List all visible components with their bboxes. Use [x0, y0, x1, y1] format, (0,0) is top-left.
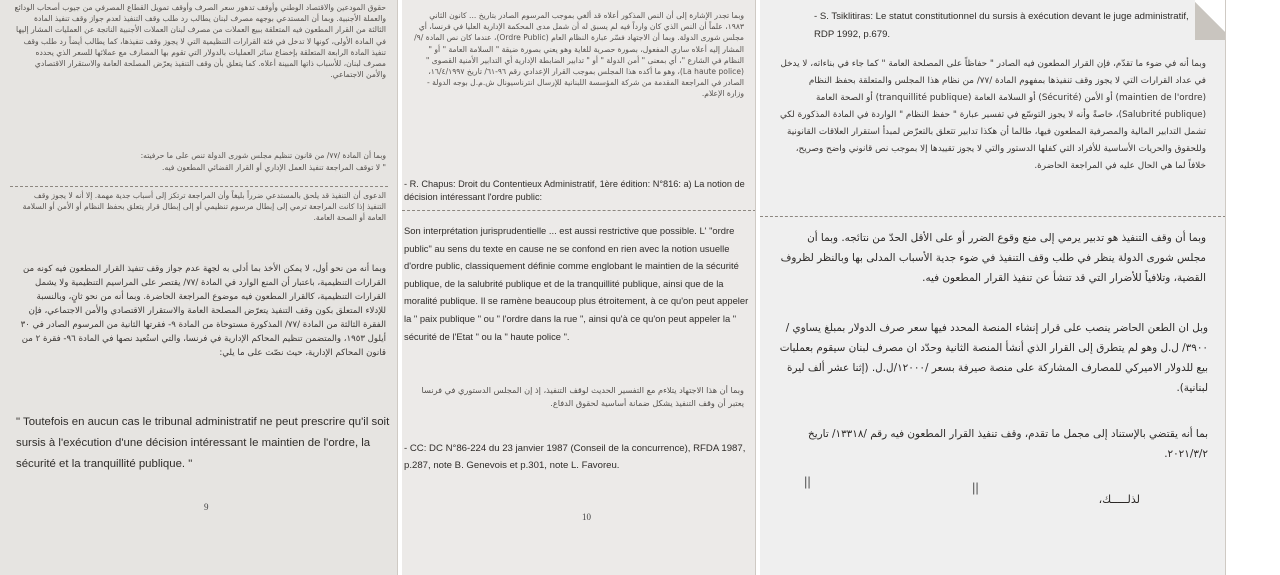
margin-mark: ||	[804, 474, 811, 489]
page10-citation-chapus: - R. Chapus: Droit du Contentieux Administratif, 1ère édition: N°816: a) La notion de décision intéressant l'ordre public:	[404, 179, 745, 202]
page9-arabic-middle-paragraph: الدعوى أن التنفيذ قد يلحق بالمستدعي ضرراً بليغاً وأن المراجعة ترتكز إلى أسباب جدية مهمة. إلا أنه لا يجوز وقف التنفيذ إذا كانت المراجعة ترمي إلى إبطال مرسوم تنظيمي أو إلى إبطال قرار يتعلق بحفظ النظام أو الأمن أو السلامة العامة أو الصحة العامة.	[22, 191, 386, 223]
page10-arabic-top-paragraph: وبما تجدر الإشارة إلى أن النص المذكور أعلاه قد ألغي بموجب المرسوم الصادر بتاريخ ... كانون الثاني ١٩٨٣، علماً أن النص الذي كان وارداً فيه لم يسبق له أن شمل مدى المحكمة الإدارية العليا في فرنسا، أي مجلس شورى الدولة. وبما أن الاجتهاد فسّر عبارة النظام العام (Ordre Public)، عندما كان نص المادة /٩/ المشار إليه أعلاه ساري المفعول، بصورة حصرية للغاية وهو يعني بصورة ضيقة " السلامة العامة " أو " النظام في الشارع "، أي بمعنى " أمن الدولة " أو " تدابير الضابطة الإدارية أي التدابير الأمنية القصوى " (La haute police)، وهو ما أكده هذا المجلس بموجب القرار الإعدادي رقم ٩٦-٦١/ تاريخ ١٦/٤/١٩٩٧، الصادر في المراجعة المقدمة من شركة المؤسسة اللبنانية للإرسال انترناسيونال ش.م.ل بوجه الدولة - وزارة الإعلام.	[414, 11, 744, 99]
folded-corner	[1195, 0, 1225, 40]
page9-arabic-quote: " لا توقف المراجعة تنفيذ العمل الإداري أو القرار القضائي المطعون فيه.	[162, 163, 386, 172]
page10-arabic-bottom-paragraph: وبما أن هذا الاجتهاد يتلاءم مع التفسير الحديث لوقف التنفيذ، إذ إن المجلس الدستوري في فرنسا يعتبر أن وقف التنفيذ يشكل ضمانة أساسية لحقوق الدفاع.	[421, 385, 744, 408]
page-number: 10	[582, 512, 591, 522]
page-number: 9	[204, 502, 209, 512]
page3-arabic-paragraph-2: وبما أن وقف التنفيذ هو تدبير يرمي إلى منع وقوع الضرر أو على الأقل الحدّ من نتائجه. وبما أن مجلس شورى الدولة ينظر في طلب وقف التنفيذ في ضوء جدية الأسباب المدلى بها وبالنظر لظروف القضية، وتلافياً للأضرار التي قد تنشأ عن تنفيذ القرار المطعون فيه.	[780, 232, 1206, 284]
page9-quote-intro: وبما أن المادة /٧٧/ من قانون تنظيم مجلس شورى الدولة تنص على ما حرفيته:	[140, 151, 386, 160]
page10-citation-cc: - CC: DC N°86-224 du 23 janvier 1987 (Conseil de la concurrence), RFDA 1987, p.287, note B. Genevois et p.301, note L. Favoreu.	[404, 443, 746, 471]
page9-arabic-lower-paragraph: وبما أنه من نحو أول، لا يمكن الأخذ بما أدلى به لجهة عدم جواز وقف تنفيذ القرار المطعون فيه كونه من القرارات التنظيمية، باعتبار أن المنع الوارد في المادة /٧٧/ يقتصر على المراسيم التنظيمية ولا يشمل القرارات التنظيمية، كالقرار المطعون فيه موضوع المراجعة الحاضرة. وبما أنه من نحو ثانٍ، وبالنسبة للإدلاء المتعلق بكون وقف التنفيذ يتعرّض المصلحة العامة والاستقرار الاقتصادي والأمن الاجتماعي، فإن الفقرة الثالثة من المادة /٧٧/ المذكورة مستوحاة من المادة ٩- فقرتها الثانية من المرسوم الصادر في ٣٠ أيلول ١٩٥٣، والمتضمن تنظيم المحاكم الإدارية في فرنسا، والتي استُعيد نصها في المادة ٩٦- فقرة ٢ من قانون المحاكم الإدارية، حيث نصّت على ما يلي:	[20, 264, 386, 358]
page9-arabic-top-paragraph: حقوق المودعين والاقتصاد الوطني وأوقف تدهور سعر الصرف وأوقف تمويل القطاع المصرفي من جيوب أصحاب الودائع والعملة الأجنبية. وبما أن المستدعي بوجهه مصرف لبنان يطالب رد طلب وقف التنفيذ لعدم جواز وقف تنفيذ المادة الثالثة من القرار المطعون فيه المتعلقة ببيع العملات من مصرف لبنان العملات الأجنبية الناتجة عن العمليات المشار إليها في المادة الأولى، كونها لا تدخل في فئة القرارات التنظيمية التي لا يجوز وقف تنفيذها، كما يطالب أيضاً رد طلب وقف تنفيذ المادة الرابعة المتعلقة بإخضاع سائر العمليات بالدولار التي تقوم بها المصارف مع عملائها للسعر الذي يحدده مصرف لبنان، للأسباب ذاتها المبينة أعلاه. كما يتعلق بأن وقف التنفيذ يعرّض المصلحة العامة والاستقرار الاقتصادي والأمن الاجتماعي.	[14, 3, 386, 80]
document-page-9	[0, 0, 398, 575]
page3-arabic-paragraph-3: وبل ان الطعن الحاضر ينصب على قرار إنشاء المنصة المحدد فيها سعر صرف الدولار بمبلغ يساوي /٣٩٠٠/ ل.ل وهو لم يتطرق إلى القرار الذي أنشأ المنصة الثانية وحدّد ان مصرف لبنان سيقوم بعمليات بيع للدولار الاميركي للمصارف المشاركة على منصة صيرفة بسعر /١٢٠٠٠/ل.ل. (إثنا عشر ألف ليرة لبنانية).	[779, 322, 1208, 394]
page-break-line	[10, 186, 388, 187]
page3-closing-word: لذلـــــك،	[1098, 493, 1140, 506]
document-page-10	[402, 0, 756, 575]
page9-french-quote: " Toutefois en aucun cas le tribunal administratif ne peut prescrire qu'il soit sursis à l'exécution d'une décision intéressant le maintien de l'ordre, la sécurité et la tranquillité publique. "	[16, 416, 390, 470]
page10-french-passage: Son interprétation jurisprudentielle ... est aussi restrictive que possible. L' "ordre public" au sens du texte en cause ne se confond en rien avec la notion usuelle d'ordre public, classiquement définie comme englobant le maintien de la sécurité publique, de la salubrité publique et de la tranquillité publique, ainsi que de la moralité publique. Il se ramène beaucoup plus étroitement, à ce qu'on peut appeler la " paix publique " ou " l'ordre dans la rue ", ainsi qu'à ce qu'on peut appeler la " sécurité de l'Etat " ou la " haute police ".	[404, 225, 749, 342]
margin-mark: ||	[972, 480, 979, 495]
page3-arabic-paragraph-1: وبما أنه في ضوء ما تقدّم، فإن القرار المطعون فيه الصادر " حفاظاً على المصلحة العامة " كما جاء في بناءاته، لا يدخل في عداد القرارات التي لا يجوز وقف تنفيذها بمفهوم المادة /٧٧/ من نظام هذا المجلس والمتعلقة بحفظ النظام (maintien de l'ordre) أو الأمن (Sécurité) أو السلامة العامة (tranquillité publique) أو الصحة العامة (Salubrité publique)، خاصةً وأنه لا يجوز التوسّع في تفسير عبارة " حفظ النظام " الواردة في المادة المذكورة لكي تشمل التدابير المالية والمصرفية المطعون فيها، طالما أن هكذا تدابير تتعلق بالتعرّض لمبدأ استقرار العلاقات القانونية وللحقوق والحريات الأساسية للأفراد التي كفلها الدستور والتي لا يجوز تقييدها إلا بموجب نص قانوني واضح وصريح، خلافاً لما هي الحال عليه في المراجعة الحاضرة.	[779, 59, 1206, 171]
page3-citation-tsiklitiras: - S. Tsiklitiras: Le statut constitutionnel du sursis à exécution devant le juge administratif, RDP 1992, p.679.	[814, 11, 1189, 40]
document-page-continuation	[760, 0, 1226, 575]
page-break-line	[760, 216, 1226, 217]
page3-arabic-paragraph-4: بما أنه يقتضي بالإستناد إلى مجمل ما تقدم، وقف تنفيذ القرار المطعون فيه رقم /١٣٣١٨/ تاريخ ٢٠٢١/٣/٢.	[808, 428, 1208, 460]
page-break-line	[402, 210, 756, 211]
